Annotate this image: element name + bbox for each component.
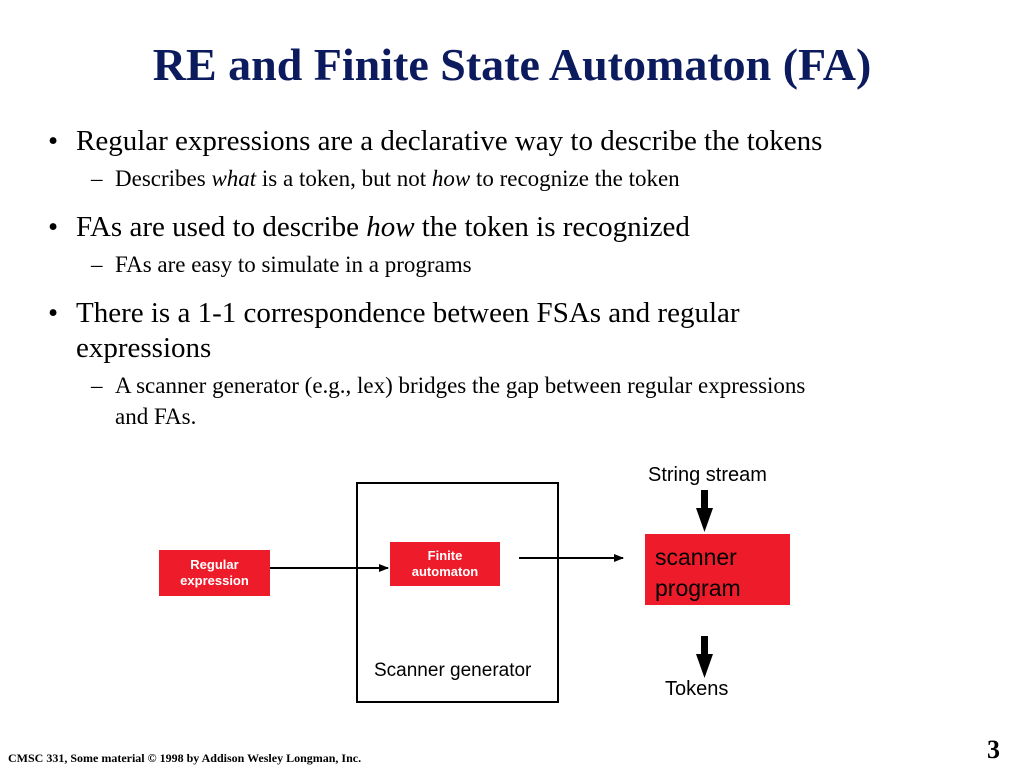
dash-glyph: – <box>91 373 103 398</box>
arrow-stream-down-icon <box>696 490 713 532</box>
bullet-2-sub-1: – FAs are easy to simulate in a programs <box>48 249 988 280</box>
scanner-generator-label: Scanner generator <box>374 660 532 681</box>
scanner-program-box: scanner program <box>645 534 790 605</box>
bullet-3: • There is a 1-1 correspondence between FSAs and regular expressions <box>48 297 740 364</box>
finite-automaton-box: Finite automaton <box>390 542 500 586</box>
bullet-glyph: • <box>48 211 59 243</box>
bullet-1-text: Regular expressions are a declarative way to describe the tokens <box>76 125 823 157</box>
dash-glyph: – <box>91 252 103 277</box>
bullet-glyph: • <box>48 125 59 157</box>
footer-copyright: CMSC 331, Some material © 1998 by Addison Wesley Longman, Inc. <box>8 751 362 765</box>
bullet-2: • FAs are used to describe how the token is recognized <box>48 211 690 243</box>
regular-expression-box: Regular expression <box>159 550 270 596</box>
bullet-1-sub-1: – Describes what is a token, but not how to recognize the token <box>48 163 988 194</box>
page-number: 3 <box>987 735 1000 764</box>
bullet-glyph: • <box>48 297 59 329</box>
slide-title: RE and Finite State Automaton (FA) <box>152 39 872 90</box>
arrow-tokens-down-icon <box>696 636 713 678</box>
bullet-3-sub-1: – A scanner generator (e.g., lex) bridges the gap between regular expressions and FAs. <box>48 370 988 432</box>
dash-glyph: – <box>91 166 103 191</box>
tokens-label: Tokens <box>665 678 729 700</box>
string-stream-label: String stream <box>648 464 767 486</box>
